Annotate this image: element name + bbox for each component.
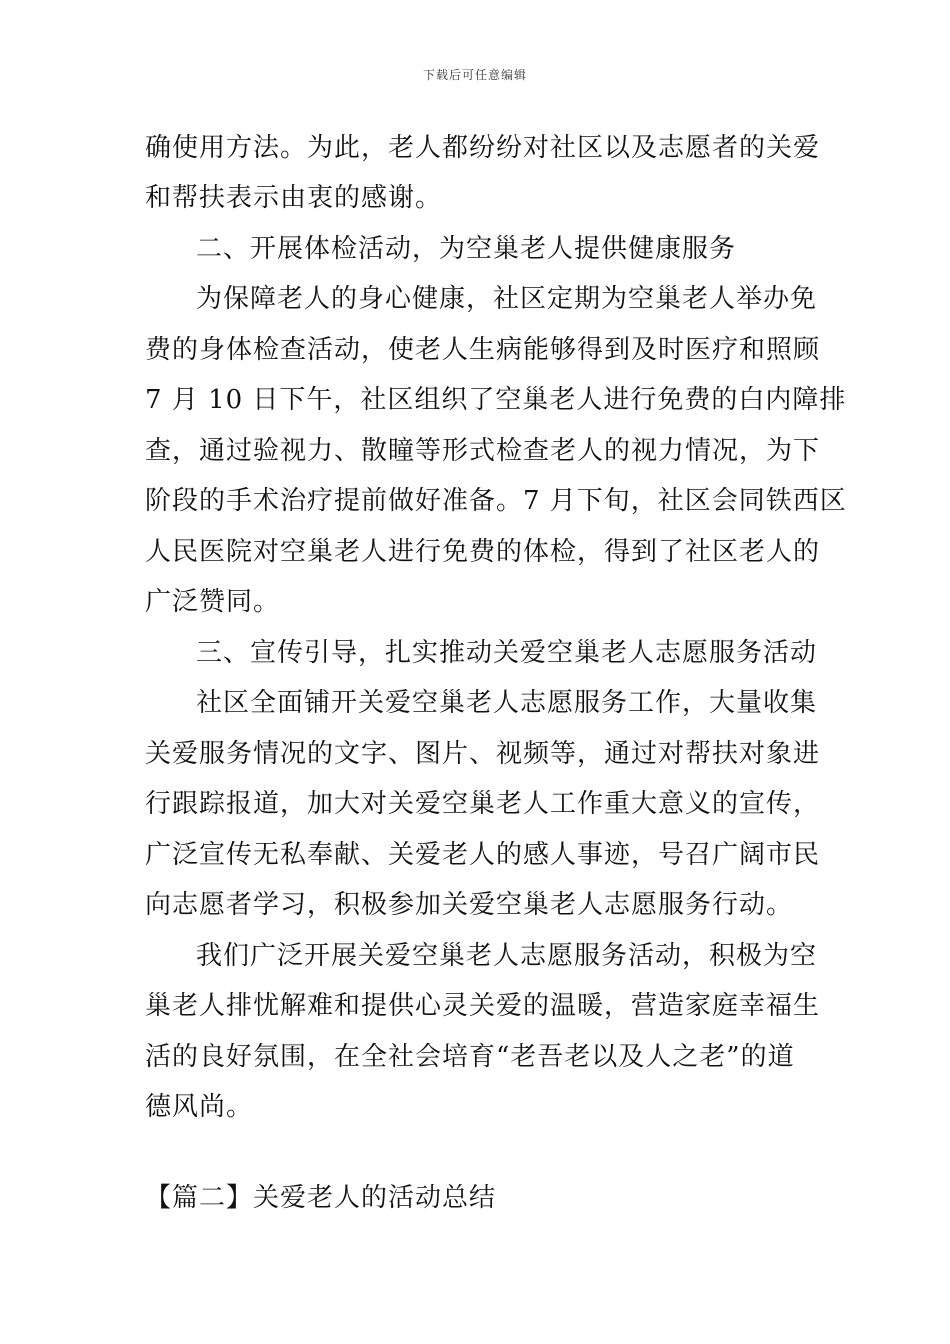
body-line: 巢老人排忧解难和提供心灵关爱的温暖，营造家庭幸福生	[145, 991, 821, 1021]
body-line: 广泛赞同。	[145, 587, 281, 617]
body-line: 确使用方法。为此，老人都纷纷对社区以及志愿者的关爱	[145, 133, 821, 163]
body-line: 行跟踪报道，加大对关爱空巢老人工作重大意义的宣传，	[145, 789, 821, 819]
body-line: 7 月 10 日下午，社区组织了空巢老人进行免费的白内障排	[145, 385, 847, 415]
body-line: 关爱服务情况的文字、图片、视频等，通过对帮扶对象进	[145, 739, 821, 769]
page-header: 下载后可任意编辑	[422, 68, 527, 82]
section-heading: 【篇二】关爱老人的活动总结	[145, 1183, 497, 1213]
body-line: 我们广泛开展关爱空巢老人志愿服务活动，积极为空	[196, 941, 818, 971]
body-line: 查，通过验视力、散瞳等形式检查老人的视力情况，为下	[145, 436, 821, 466]
body-line: 为保障老人的身心健康，社区定期为空巢老人举办免	[196, 284, 818, 314]
body-line: 费的身体检查活动，使老人生病能够得到及时医疗和照顾	[145, 335, 821, 365]
body-line: 人民医院对空巢老人进行免费的体检，得到了社区老人的	[145, 537, 821, 567]
section-subheading: 三、宣传引导，扎实推动关爱空巢老人志愿服务活动	[196, 638, 818, 668]
section-subheading: 二、开展体检活动，为空巢老人提供健康服务	[196, 234, 737, 264]
body-line: 活的良好氛围，在全社会培育“老吾老以及人之老”的道	[145, 1042, 795, 1072]
body-line: 广泛宣传无私奉献、关爱老人的感人事迹，号召广阔市民	[145, 840, 821, 870]
body-line: 向志愿者学习，积极参加关爱空巢老人志愿服务行动。	[145, 890, 794, 920]
body-line: 阶段的手术治疗提前做好准备。7 月下旬，社区会同铁西区	[145, 486, 847, 516]
body-line: 社区全面铺开关爱空巢老人志愿服务工作，大量收集	[196, 688, 818, 718]
body-line: 德风尚。	[145, 1092, 254, 1122]
body-line: 和帮扶表示由衷的感谢。	[145, 183, 443, 213]
